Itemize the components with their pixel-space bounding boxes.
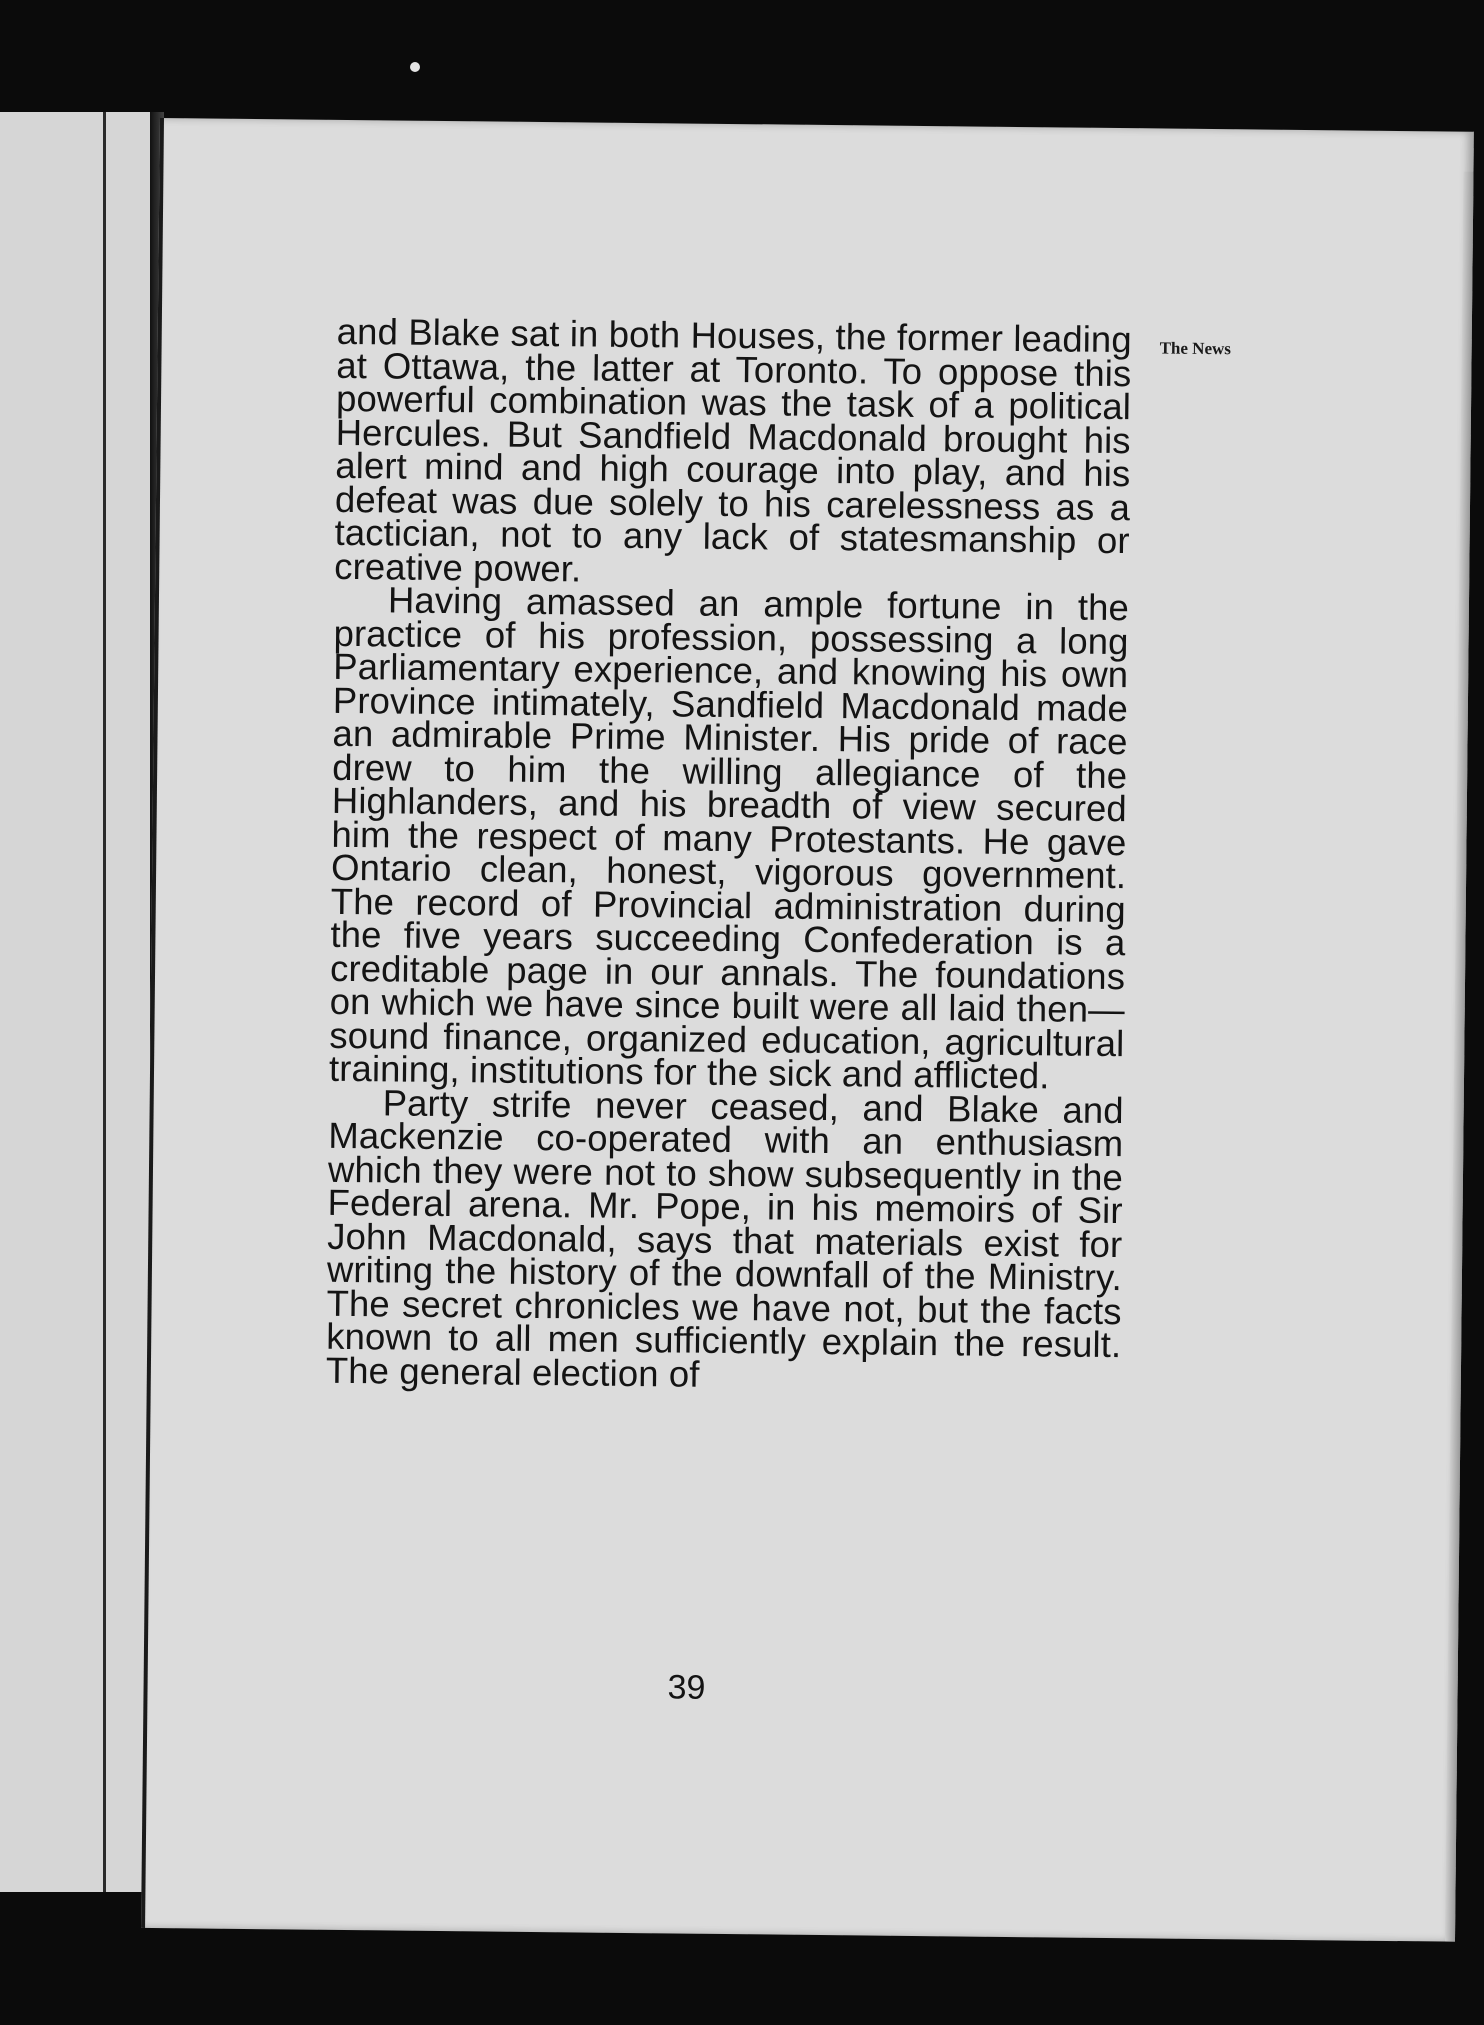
left-page-edge	[0, 112, 153, 1892]
book-page	[141, 118, 1474, 1942]
paragraph-1: and Blake sat in both Houses, the former leading at Ottawa, the latter at Toronto. To oppose this powerful combination was the task of a political Hercules. But Sandfield Macdonald brought his alert mind and high courage into play, and his defeat was due solely to his carelessness as a tactician, not to any lack of statesmanship or creative power.	[334, 310, 1132, 589]
page-number: 39	[667, 1668, 706, 1707]
body-text	[325, 310, 1132, 1395]
paragraph-2: Having amassed an ample fortune in the practice of his profession, possessing a long Parliamentary experience, and knowing his own Province intimately, Sandfield Macdonald made an admirable Prime Minister. His pride of race drew to him the willing allegiance of the Highlanders, and his breadth of view secured him the respect of many Protestants. He gave Ontario clean, honest, vigorous government. The record of Provincial administration during the five years succeeding Confederation is a creditable page in our annals. The foundations on which we have since built were all laid then—sound finance, organized education, agricultural training, institutions for the sick and afflicted.	[328, 579, 1130, 1097]
margin-note: The News	[1159, 338, 1232, 359]
paragraph-3: Party strife never ceased, and Blake and Mackenzie co-operated with an enthusiasm which they were not to show subsequently in the Federal arena. Mr. Pope, in his memoirs of Sir John Macdonald, says that materials exist for writing the history of the downfall of the Ministry. The secret chronicles we have not, but the facts known to all men sufficiently explain the result. The general election of	[325, 1081, 1124, 1395]
left-page-rule	[103, 112, 106, 1892]
dust-speck	[410, 62, 420, 72]
